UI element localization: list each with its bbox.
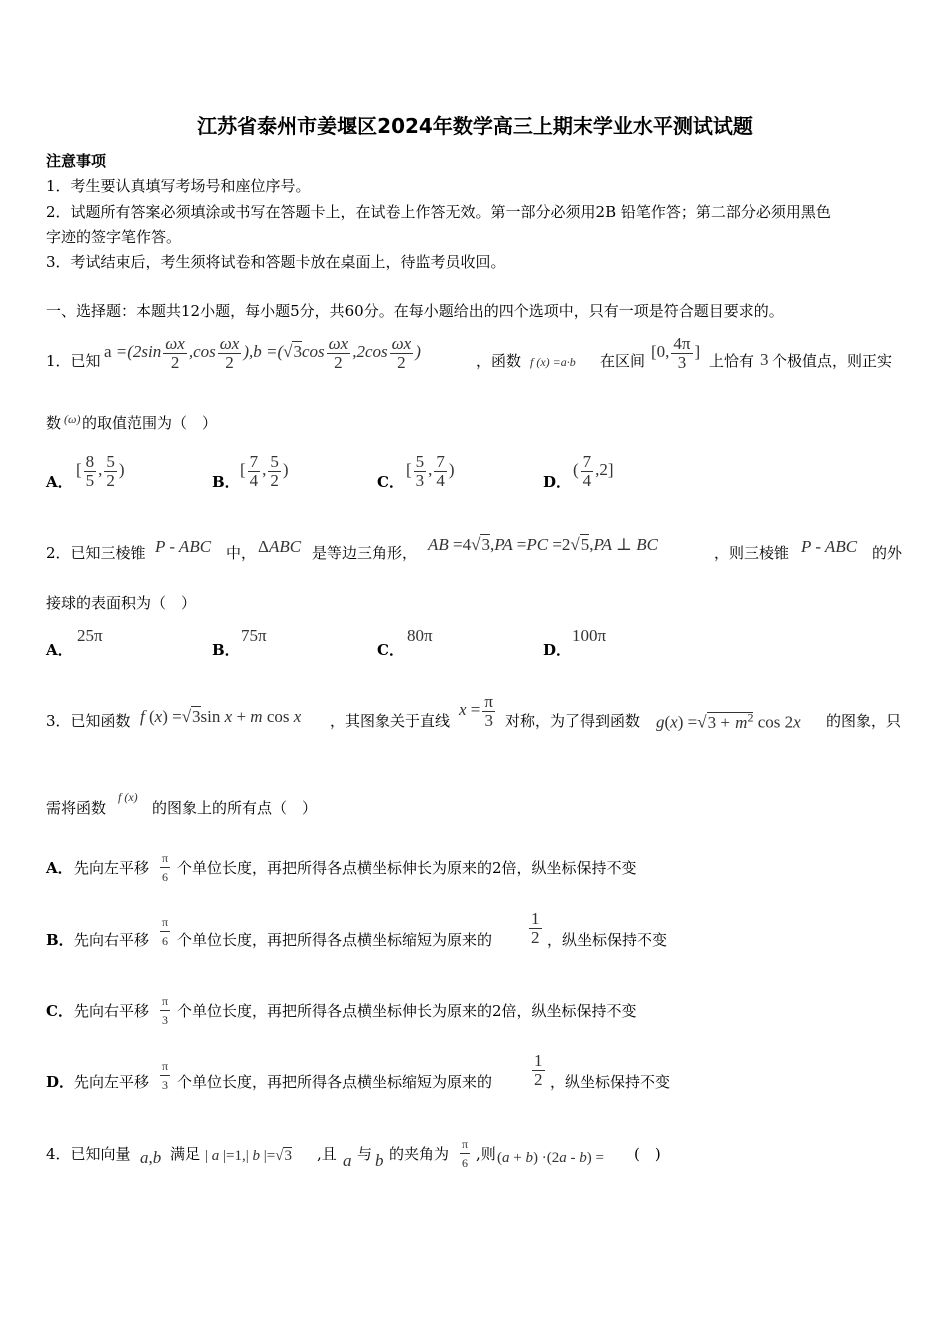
option-label: B． <box>46 931 74 949</box>
q4-text: ,且 <box>317 1145 337 1163</box>
q1-vectors-formula: a =(2sin $\frac{\omega x}{2}$ ,cos $\frac{\omega x}{2}$ ),b =(√3cos $\frac{\omega x}{2}$ ,2cos $\frac{\omega x}{2}$ ) <box>104 333 421 372</box>
q1-option-d: ( $\frac{7}{4}$ ,2] <box>573 451 614 490</box>
q2-pyramid: P - ABC <box>155 537 212 556</box>
q3-option-c-text: 个单位长度，再把所得各点横坐标伸长为原来的2倍，纵坐标保持不变 <box>177 1002 637 1020</box>
question-2-intro: 2．已知三棱锥 <box>46 544 146 562</box>
q3-option-a-text: 先向左平移 <box>74 859 150 877</box>
q1-option-b: [ $\frac{7}{4}$ , $\frac{5}{2}$ ) <box>240 451 289 490</box>
q4-magnitudes: | a |=1,| b |=√3 <box>205 1148 292 1164</box>
q3-option-a-shift: $\frac{\pi}{6}$ <box>162 850 169 884</box>
q2-conditions: AB =4√3,PA =PC =2√5,PA ⊥ BC <box>428 535 658 554</box>
q4-text: 与 <box>357 1145 373 1163</box>
q2-text: ，则三棱锥 <box>714 544 790 562</box>
q2-option-d: 100π <box>572 626 607 645</box>
q2-text: 中， <box>226 544 257 562</box>
q1-option-c: [ $\frac{5}{3}$ , $\frac{7}{4}$ ) <box>406 451 455 490</box>
q1-function: f (x) =a·b <box>530 355 576 369</box>
q2-pyramid: P - ABC <box>801 537 858 556</box>
option-label: C． <box>46 1002 73 1020</box>
q2-text: 接球的表面积为（ ） <box>46 594 197 612</box>
q4-vector-b: b <box>375 1151 384 1170</box>
q3-option-d-text: 先向左平移 <box>74 1073 150 1091</box>
q2-option-b: 75π <box>241 626 267 645</box>
notice-item: 2．试题所有答案必须填涂或书写在答题卡上，在试卷上作答无效。第一部分必须用2B 铅笔作答；第二部分必须用黑色 <box>46 203 831 221</box>
q3-text: 对称，为了得到函数 <box>505 712 641 730</box>
q3-text: 需将函数 <box>46 799 107 817</box>
q4-vectors: a,b <box>140 1148 162 1167</box>
q1-text: 在区间 <box>600 352 646 370</box>
notice-item: 3．考试结束后，考生须将试卷和答题卡放在桌面上，待监考员收回。 <box>46 253 506 271</box>
option-label: C． <box>377 473 404 491</box>
q2-option-a: 25π <box>77 626 103 645</box>
q1-option-a: [ $\frac{8}{5}$ , $\frac{5}{2}$ ) <box>76 451 125 490</box>
q1-text: ，函数 <box>476 352 522 370</box>
q2-triangle: ΔABC <box>258 537 302 556</box>
option-label: B． <box>212 473 240 491</box>
notice-item: 1．考生要认真填写考场号和座位序号。 <box>46 177 311 195</box>
option-label: D． <box>543 641 572 659</box>
section-heading: 一、选择题：本题共12小题，每小题5分，共60分。在每小题给出的四个选项中，只有一项是符合题目要求的。 <box>46 302 784 320</box>
q4-answer-blank: ( ) <box>634 1145 661 1163</box>
q3-function-ref: f (x) <box>118 790 138 804</box>
q3-option-b-ratio: $\frac{1}{2}$ <box>531 908 540 947</box>
q3-option-b-text: 先向右平移 <box>74 931 150 949</box>
question-4-intro: 4．已知向量 <box>46 1145 131 1163</box>
q3-option-a-text: 个单位长度，再把所得各点横坐标伸长为原来的2倍，纵坐标保持不变 <box>177 859 637 877</box>
q4-angle: $\frac{\pi}{6}$ <box>462 1136 469 1170</box>
q1-text: 的取值范围为（ ） <box>82 414 218 432</box>
q1-text: 上恰有 <box>709 352 755 370</box>
q3-option-d-text: ，纵坐标保持不变 <box>550 1073 671 1091</box>
q3-text: 的图象上的所有点（ ） <box>152 799 318 817</box>
q3-function-g: $g(x) =√3 + m^2$ cos 2x <box>656 710 801 732</box>
q2-option-c: 80π <box>407 626 433 645</box>
option-label: A． <box>46 473 73 491</box>
q1-text: 数 <box>46 414 62 432</box>
q1-text: 个极值点，则正实 <box>772 352 893 370</box>
q3-option-b-text: 个单位长度，再把所得各点横坐标缩短为原来的 <box>177 931 493 949</box>
q4-expression: (a + b) ·(2a - b) = <box>497 1150 604 1166</box>
question-3-intro: 3．已知函数 <box>46 712 131 730</box>
q3-axis-line: x = $\frac{\pi}{3}$ <box>459 691 493 730</box>
option-label: D． <box>543 473 572 491</box>
q4-text: 的夹角为 <box>389 1145 450 1163</box>
q3-function-f: f (x) =√3sin x + m cos x <box>140 707 302 726</box>
notice-item: 字迹的签字笔作答。 <box>46 228 182 246</box>
q3-option-c-shift: $\frac{\pi}{3}$ <box>162 993 169 1027</box>
q3-option-b-text: ，纵坐标保持不变 <box>547 931 668 949</box>
option-label: A． <box>46 859 73 877</box>
q1-count: 3 <box>760 350 769 369</box>
q3-option-d-shift: $\frac{\pi}{3}$ <box>162 1058 169 1092</box>
q3-text: ，其图象关于直线 <box>330 712 451 730</box>
option-label: C． <box>377 641 404 659</box>
q4-vector-a: a <box>343 1151 352 1170</box>
q1-interval: [0, $\frac{4\pi}{3}$ ] <box>651 333 701 372</box>
question-1-intro: 1．已知 <box>46 352 101 370</box>
q4-text: 满足 <box>170 1145 201 1163</box>
q3-text: 的图象，只 <box>826 712 902 730</box>
q3-option-b-shift: $\frac{\pi}{6}$ <box>162 914 169 948</box>
q3-option-d-ratio: $\frac{1}{2}$ <box>534 1050 543 1089</box>
option-label: A． <box>46 641 73 659</box>
option-label: D． <box>46 1073 75 1091</box>
q1-omega: (ω) <box>64 412 81 426</box>
q2-text: 是等边三角形， <box>312 544 418 562</box>
option-label: B． <box>212 641 240 659</box>
notice-heading: 注意事项 <box>46 152 107 170</box>
q3-option-d-text: 个单位长度，再把所得各点横坐标缩短为原来的 <box>177 1073 493 1091</box>
page-title: 江苏省泰州市姜堰区2024年数学高三上期末学业水平测试试题 <box>197 114 753 138</box>
q3-option-c-text: 先向右平移 <box>74 1002 150 1020</box>
q4-text: ,则 <box>476 1145 496 1163</box>
q2-text: 的外 <box>872 544 903 562</box>
